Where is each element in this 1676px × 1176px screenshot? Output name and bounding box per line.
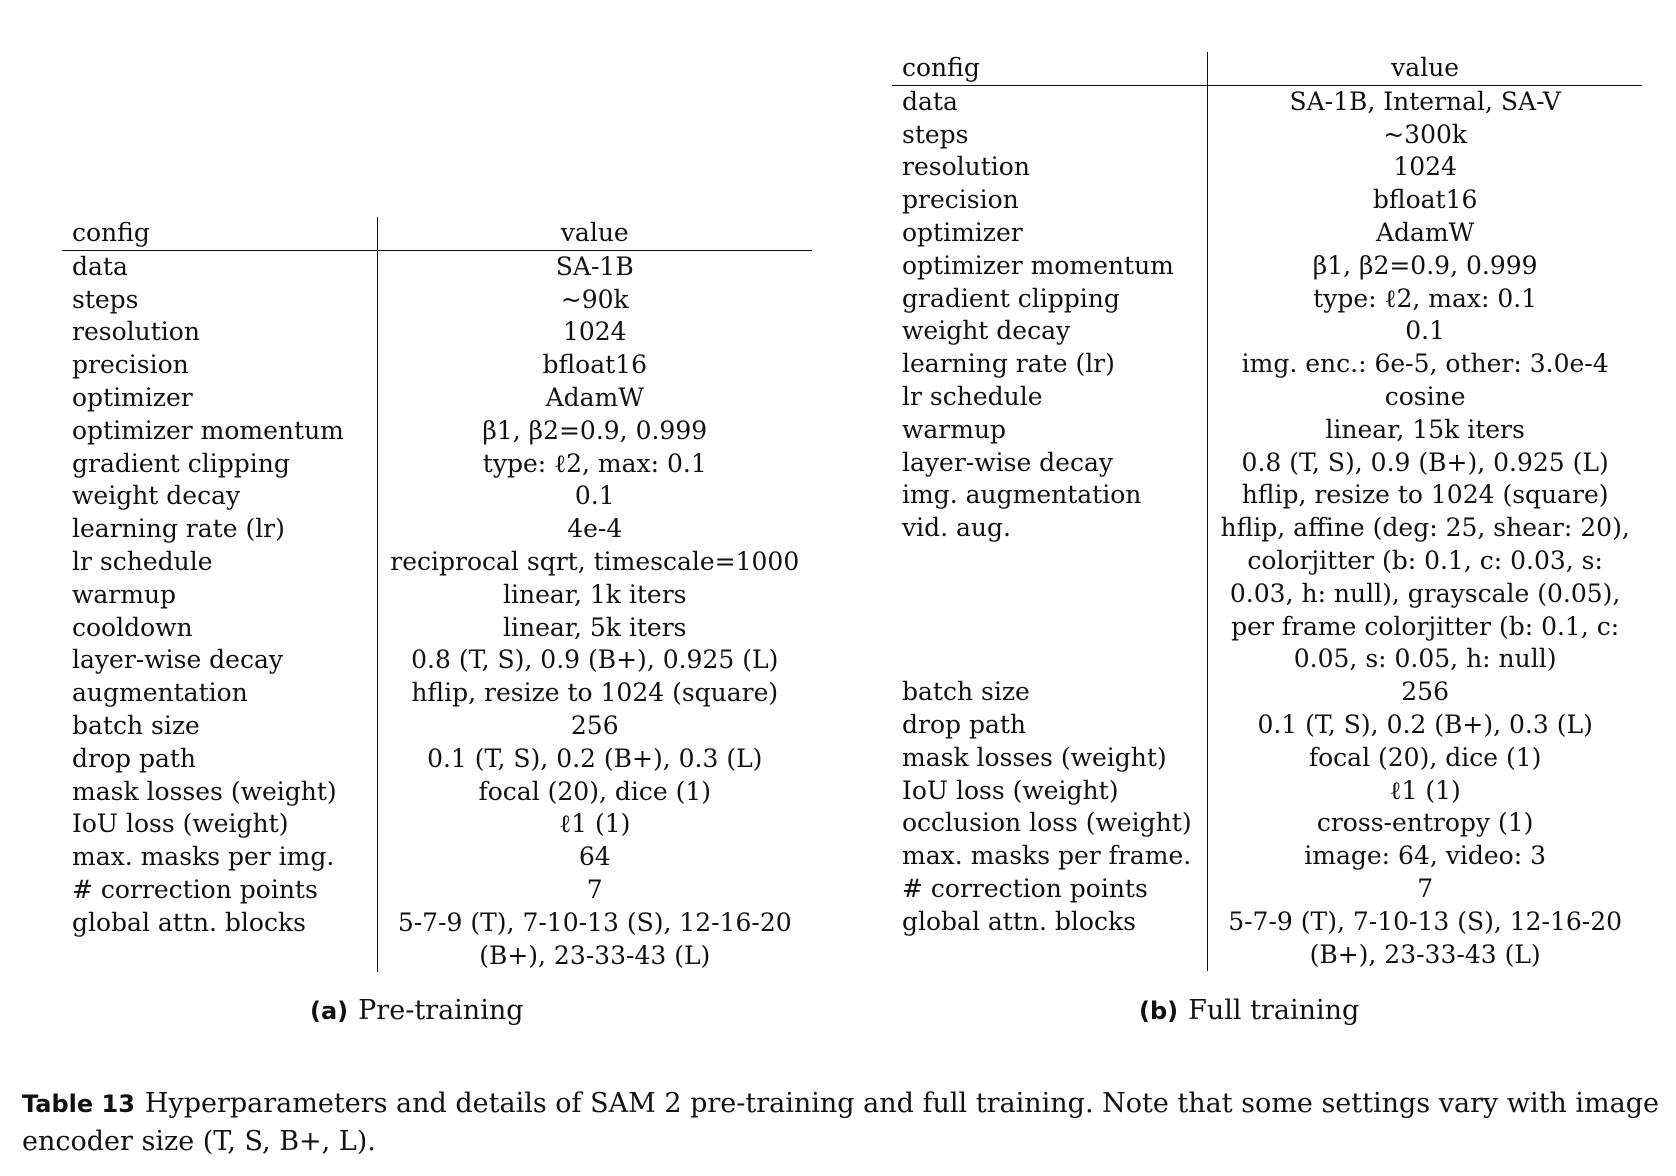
config-cell: weight decay <box>72 481 241 511</box>
table-row <box>62 284 812 317</box>
config-cell: gradient clipping <box>902 283 1120 313</box>
full-training-table-panel <box>892 52 1642 971</box>
table-row <box>62 776 812 809</box>
config-cell: precision <box>902 185 1019 215</box>
config-cell: optimizer momentum <box>72 415 344 445</box>
subcaption-label: (a) <box>310 997 349 1025</box>
value-cell: 0.1 <box>1208 315 1642 348</box>
config-cell: drop path <box>902 709 1027 739</box>
table-row <box>892 283 1642 316</box>
table-caption <box>22 1085 1662 1161</box>
config-cell: mask losses (weight) <box>72 776 337 806</box>
value-cell: focal (20), dice (1) <box>377 776 812 809</box>
value-cell: 4e-4 <box>377 513 812 546</box>
config-cell: warmup <box>902 414 1007 444</box>
table-row <box>892 315 1642 348</box>
config-cell: data <box>72 251 128 281</box>
subcaption-label: (b) <box>1139 997 1179 1025</box>
value-cell: image: 64, video: 3 <box>1208 840 1642 873</box>
value-cell: 1024 <box>377 316 812 349</box>
table-row-continuation <box>892 643 1642 676</box>
table-row <box>892 381 1642 414</box>
value-cell: β1, β2=0.9, 0.999 <box>377 415 812 448</box>
config-cell: resolution <box>72 317 200 347</box>
table-row <box>62 448 812 481</box>
value-cell: (B+), 23-33-43 (L) <box>1208 939 1642 972</box>
table-row <box>62 907 812 940</box>
value-cell: cross-entropy (1) <box>1208 807 1642 840</box>
config-cell: vid. aug. <box>902 513 1011 543</box>
table-row <box>62 579 812 612</box>
subcaption-text: Pre-training <box>358 995 524 1026</box>
config-cell: lr schedule <box>72 546 213 576</box>
config-cell: optimizer <box>902 217 1023 247</box>
table-row <box>892 348 1642 381</box>
config-cell: data <box>902 86 958 116</box>
value-cell: 64 <box>377 841 812 874</box>
config-cell: optimizer <box>72 382 193 412</box>
table-row <box>892 676 1642 709</box>
value-cell: type: ℓ2, max: 0.1 <box>377 448 812 481</box>
value-cell: AdamW <box>377 382 812 415</box>
table-row <box>892 840 1642 873</box>
value-cell: 1024 <box>1208 151 1642 184</box>
table-row <box>892 807 1642 840</box>
table-row <box>62 677 812 710</box>
table-row <box>892 873 1642 906</box>
table-row-continuation <box>892 545 1642 578</box>
table-row <box>892 184 1642 217</box>
table-header-row <box>62 217 812 250</box>
config-cell: IoU loss (weight) <box>72 809 289 839</box>
subcaption-full-training <box>1139 994 1359 1028</box>
value-cell: hflip, resize to 1024 (square) <box>377 677 812 710</box>
value-cell: 0.03, h: null), grayscale (0.05), <box>1208 578 1642 611</box>
value-cell: SA-1B, Internal, SA-V <box>1208 85 1642 118</box>
table-row <box>892 906 1642 939</box>
value-cell: 0.8 (T, S), 0.9 (B+), 0.925 (L) <box>377 644 812 677</box>
value-cell: SA-1B <box>377 250 812 283</box>
pretraining-table-panel <box>62 217 812 972</box>
table-row <box>892 85 1642 118</box>
config-cell: precision <box>72 350 189 380</box>
table-header-row <box>892 52 1642 85</box>
value-cell: 0.1 (T, S), 0.2 (B+), 0.3 (L) <box>377 743 812 776</box>
table-row <box>62 743 812 776</box>
column-header-config: config <box>62 217 377 250</box>
table-row <box>62 874 812 907</box>
config-cell: resolution <box>902 152 1030 182</box>
pretraining-hyperparameter-table <box>62 217 812 972</box>
value-cell: hflip, resize to 1024 (square) <box>1208 479 1642 512</box>
value-cell: cosine <box>1208 381 1642 414</box>
config-cell: drop path <box>72 743 197 773</box>
config-cell: batch size <box>902 677 1030 707</box>
config-cell: mask losses (weight) <box>902 742 1167 772</box>
value-cell: 5-7-9 (T), 7-10-13 (S), 12-16-20 <box>377 907 812 940</box>
table-row <box>62 841 812 874</box>
value-cell: per frame colorjitter (b: 0.1, c: <box>1208 611 1642 644</box>
config-cell: layer-wise decay <box>902 447 1114 477</box>
table-row-continuation <box>892 578 1642 611</box>
config-cell: max. masks per frame. <box>902 841 1192 871</box>
value-cell: ~90k <box>377 284 812 317</box>
column-header-config: config <box>892 52 1208 85</box>
value-cell: bfloat16 <box>1208 184 1642 217</box>
table-row <box>62 480 812 513</box>
value-cell: (B+), 23-33-43 (L) <box>377 940 812 973</box>
config-cell: IoU loss (weight) <box>902 775 1119 805</box>
config-cell: optimizer momentum <box>902 250 1174 280</box>
config-cell: learning rate (lr) <box>72 514 285 544</box>
table-row <box>62 316 812 349</box>
table-row <box>892 151 1642 184</box>
value-cell: bfloat16 <box>377 349 812 382</box>
column-header-value: value <box>1208 52 1642 85</box>
table-row <box>62 415 812 448</box>
column-header-value: value <box>377 217 812 250</box>
value-cell: 0.1 <box>377 480 812 513</box>
table-row <box>62 612 812 645</box>
table-row <box>62 546 812 579</box>
config-cell: layer-wise decay <box>72 645 284 675</box>
value-cell: img. enc.: 6e-5, other: 3.0e-4 <box>1208 348 1642 381</box>
config-cell-empty <box>892 545 1208 578</box>
config-cell: gradient clipping <box>72 448 290 478</box>
table-caption-text: Hyperparameters and details of SAM 2 pre-training and full training. Note that some settings vary with image encoder size (T, S, B+, L). <box>22 1088 1659 1157</box>
table-row <box>62 808 812 841</box>
config-cell: weight decay <box>902 316 1071 346</box>
table-row <box>892 119 1642 152</box>
table-caption-label: Table 13 <box>22 1090 135 1118</box>
value-cell: 5-7-9 (T), 7-10-13 (S), 12-16-20 <box>1208 906 1642 939</box>
value-cell: hflip, affine (deg: 25, shear: 20), <box>1208 512 1642 545</box>
config-cell-empty <box>892 611 1208 644</box>
value-cell: type: ℓ2, max: 0.1 <box>1208 283 1642 316</box>
table-row-continuation <box>892 939 1642 972</box>
config-cell: batch size <box>72 710 200 740</box>
config-cell: # correction points <box>72 874 318 904</box>
value-cell: β1, β2=0.9, 0.999 <box>1208 250 1642 283</box>
value-cell: linear, 15k iters <box>1208 414 1642 447</box>
table-row <box>892 742 1642 775</box>
value-cell: focal (20), dice (1) <box>1208 742 1642 775</box>
config-cell: steps <box>902 119 969 149</box>
table-row <box>62 250 812 283</box>
config-cell: warmup <box>72 579 177 609</box>
config-cell: img. augmentation <box>902 480 1142 510</box>
value-cell: 256 <box>377 710 812 743</box>
table-row <box>62 644 812 677</box>
value-cell: ℓ1 (1) <box>377 808 812 841</box>
config-cell-empty <box>62 940 377 973</box>
table-row <box>892 479 1642 512</box>
config-cell: steps <box>72 284 139 314</box>
table-row <box>892 414 1642 447</box>
table-row <box>892 217 1642 250</box>
table-row <box>892 709 1642 742</box>
table-row <box>62 513 812 546</box>
value-cell: linear, 5k iters <box>377 612 812 645</box>
config-cell-empty <box>892 578 1208 611</box>
config-cell-empty <box>892 939 1208 972</box>
subcaption-text: Full training <box>1188 995 1360 1026</box>
value-cell: linear, 1k iters <box>377 579 812 612</box>
full-training-hyperparameter-table <box>892 52 1642 971</box>
table-row-continuation <box>62 940 812 973</box>
value-cell: 7 <box>1208 873 1642 906</box>
config-cell: learning rate (lr) <box>902 349 1115 379</box>
config-cell: global attn. blocks <box>72 907 306 937</box>
value-cell: reciprocal sqrt, timescale=1000 <box>377 546 812 579</box>
value-cell: 256 <box>1208 676 1642 709</box>
config-cell: # correction points <box>902 873 1148 903</box>
subcaption-pretraining <box>310 994 524 1028</box>
config-cell: occlusion loss (weight) <box>902 808 1192 838</box>
table-row <box>62 349 812 382</box>
config-cell-empty <box>892 643 1208 676</box>
table-row-continuation <box>892 611 1642 644</box>
value-cell: ~300k <box>1208 119 1642 152</box>
table-row <box>892 512 1642 545</box>
value-cell: 0.05, s: 0.05, h: null) <box>1208 643 1642 676</box>
config-cell: augmentation <box>72 678 248 708</box>
value-cell: 0.1 (T, S), 0.2 (B+), 0.3 (L) <box>1208 709 1642 742</box>
config-cell: cooldown <box>72 612 193 642</box>
table-row <box>892 775 1642 808</box>
table-row <box>892 447 1642 480</box>
value-cell: 0.8 (T, S), 0.9 (B+), 0.925 (L) <box>1208 447 1642 480</box>
value-cell: ℓ1 (1) <box>1208 775 1642 808</box>
value-cell: colorjitter (b: 0.1, c: 0.03, s: <box>1208 545 1642 578</box>
value-cell: 7 <box>377 874 812 907</box>
table-row <box>62 382 812 415</box>
config-cell: global attn. blocks <box>902 906 1136 936</box>
value-cell: AdamW <box>1208 217 1642 250</box>
table-row <box>62 710 812 743</box>
table-row <box>892 250 1642 283</box>
config-cell: lr schedule <box>902 381 1043 411</box>
config-cell: max. masks per img. <box>72 842 335 872</box>
